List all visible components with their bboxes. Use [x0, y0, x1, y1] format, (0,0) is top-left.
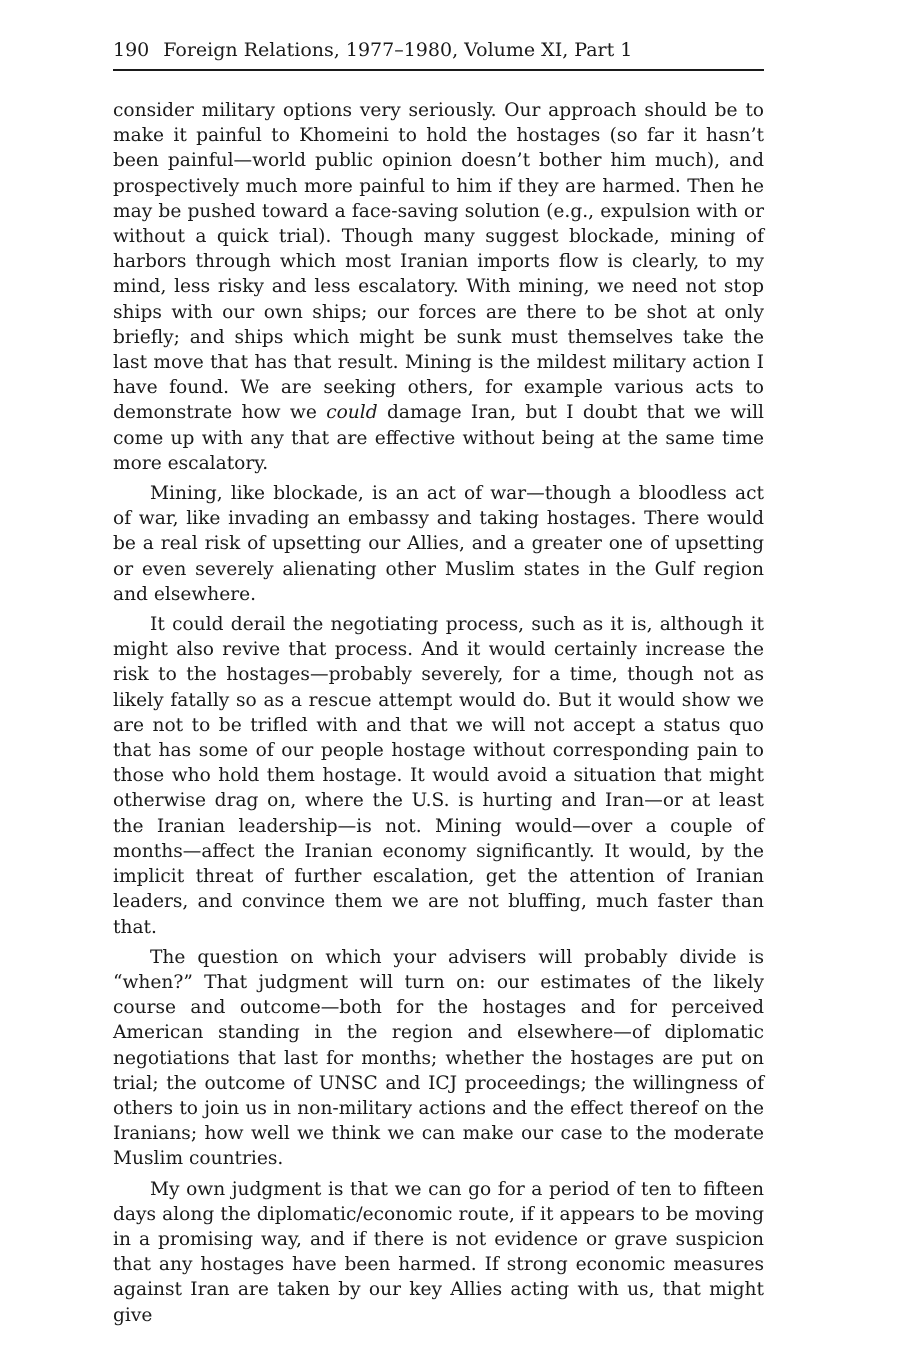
body-text [113, 98, 764, 1333]
running-head [113, 36, 764, 64]
header-rule [113, 69, 764, 71]
paragraph-5: My own judgment is that we can go for a period of ten to fifteen days along the diplomatic/economic route, if it appears to be moving in a promising way, and if there is not evidence or grave suspicion that any hostages have been harmed. If strong economic measures against Iran are taken by our key Allies acting with us, that might give [113, 1178, 764, 1326]
paragraph-1-text-continued: damage Iran, but I doubt that we will come up with any that are effective without being at the same time more escalatory. [113, 402, 765, 474]
paragraph-1 [113, 98, 764, 476]
running-title: Foreign Relations, 1977–1980, Volume XI, Part 1 [163, 39, 633, 61]
paragraph-2: Mining, like blockade, is an act of war—though a bloodless act of war, like invading an embassy and taking hostages. There would be a real risk of upsetting our Allies, and a greater one of upsetting or even severely alienating other Muslim states in the Gulf region and elsewhere. [113, 483, 764, 605]
paragraph-4: The question on which your advisers will probably divide is “when?” That judgment will turn on: our estimates of the likely course and outcome—both for the hostages and for perceived American standing in the region and elsewhere—of diplomatic negotiations that last for months; whether the hostages are put on trial; the outcome of UNSC and ICJ proceedings; the willingness of others to join us in non-military actions and the effect thereof on the Iranians; how well we think we can make our case to the moderate Muslim countries. [113, 946, 764, 1170]
emphasized-word: could [326, 402, 378, 424]
paragraph-3: It could derail the negotiating process, such as it is, although it might also revive that process. And it would certainly increase the risk to the hostages—probably severely, for a time, though not as likely fatally so as a rescue attempt would do. But it would show we are not to be trifled with and that we will not accept a status quo that has some of our people hostage without corresponding pain to those who hold them hostage. It would avoid a situation that might otherwise drag on, where the U.S. is hurting and Iran—or at least the Iranian leadership—is not. Mining would—over a couple of months—affect the Iranian economy significantly. It would, by the implicit threat of further escalation, get the attention of Iranian leaders, and convince them we are not bluffing, much faster than that. [113, 614, 764, 938]
paragraph-1-text: consider military options very seriously. Our approach should be to make it painful to Khomeini to hold the hostages (so far it hasn’t been painful—world public opinion doesn’t bother him much), and prospectively much more painful to him if they are harmed. Then he may be pushed toward a face-saving solution (e.g., expulsion with or without a quick trial). Though many suggest blockade, mining of harbors through which most Iranian imports flow is clearly, to my mind, less risky and less escalatory. With mining, we need not stop ships with our own ships; our forces are there to be shot at only briefly; and ships which might be sunk must themselves take the last move that has that result. Mining is the mildest military action I have found. We are seeking others, for example various acts to demonstrate how we [113, 100, 764, 424]
page-number: 190 [113, 39, 150, 61]
